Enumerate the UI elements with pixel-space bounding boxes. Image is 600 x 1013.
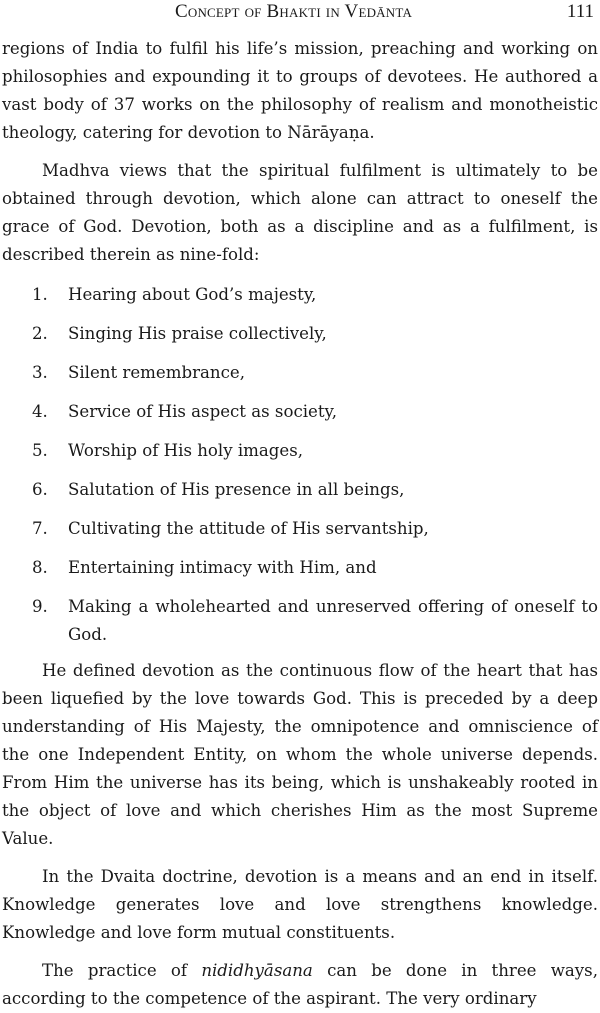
list-item bbox=[2, 359, 598, 387]
list-item-number: 9. bbox=[32, 597, 48, 616]
list-item-text: Cultivating the attitude of His servantship, bbox=[68, 519, 429, 538]
list-item-number: 2. bbox=[32, 324, 48, 343]
list-item bbox=[2, 593, 598, 649]
paragraph-1: regions of India to fulfil his life’s mission, preaching and working on philosophies and expounding it to groups of devotees. He authored a vast body of 37 works on the philosophy of realism and monotheistic theology, catering for devotion to Nārāyaṇa. bbox=[2, 39, 598, 142]
list-item-number: 1. bbox=[32, 285, 48, 304]
paragraph-4: In the Dvaita doctrine, devotion is a means and an end in itself. Knowledge generates love and love strengthens knowledge. Knowledge and love form mutual constituents. bbox=[2, 867, 598, 942]
list-item-number: 6. bbox=[32, 480, 48, 499]
list-item-text: Worship of His holy images, bbox=[68, 441, 304, 460]
paragraph-3: He defined devotion as the continuous flow of the heart that has been liquefied by the love towards God. This is preceded by a deep understanding of His Majesty, the omnipotence and omniscience of the one Independent Entity, on whom the whole universe depends. From Him the universe has its being, which is unshakeably rooted in the object of love and which cherishes Him as the most Supreme Value. bbox=[2, 661, 598, 848]
list-item bbox=[2, 515, 598, 543]
list-item-text: Service of His aspect as society, bbox=[68, 402, 337, 421]
list-item-text: Silent remembrance, bbox=[68, 363, 245, 382]
nine-fold-devotion-list bbox=[2, 281, 598, 649]
paragraph-5 bbox=[2, 957, 598, 1013]
list-item-text: Entertaining intimacy with Him, and bbox=[68, 558, 377, 577]
list-item bbox=[2, 398, 598, 426]
list-item bbox=[2, 281, 598, 309]
page-number: 111 bbox=[566, 1, 594, 22]
sanskrit-term: nididhyāsana bbox=[201, 961, 313, 980]
list-item-number: 3. bbox=[32, 363, 48, 382]
paragraph-5-start: The practice of bbox=[42, 961, 202, 980]
running-title: Concept of Bhakti in Vedānta bbox=[175, 1, 413, 22]
list-item bbox=[2, 320, 598, 348]
list-item-number: 8. bbox=[32, 558, 48, 577]
list-item-text: Hearing about God’s majesty, bbox=[68, 285, 317, 304]
list-item-number: 5. bbox=[32, 441, 48, 460]
paragraph-2: Madhva views that the spiritual fulfilment is ultimately to be obtained through devotion, which alone can attract to oneself the grace of God. Devotion, both as a discipline and as a fulfilment, is described therein as nine-fold: bbox=[2, 161, 598, 264]
list-item-number: 7. bbox=[32, 519, 48, 538]
list-item-text: Singing His praise collectively, bbox=[68, 324, 327, 343]
list-item-text: Making a wholehearted and unreserved offering of oneself to God. bbox=[68, 597, 598, 644]
list-item-text: Salutation of His presence in all beings, bbox=[68, 480, 405, 499]
paragraph-5-end: can be done in three ways, according to the competence of the aspirant. The very ordinary bbox=[2, 961, 598, 1008]
running-header bbox=[0, 0, 600, 24]
list-item bbox=[2, 437, 598, 465]
list-item bbox=[2, 554, 598, 582]
list-item bbox=[2, 476, 598, 504]
body-text bbox=[2, 35, 598, 1013]
list-item-number: 4. bbox=[32, 402, 48, 421]
